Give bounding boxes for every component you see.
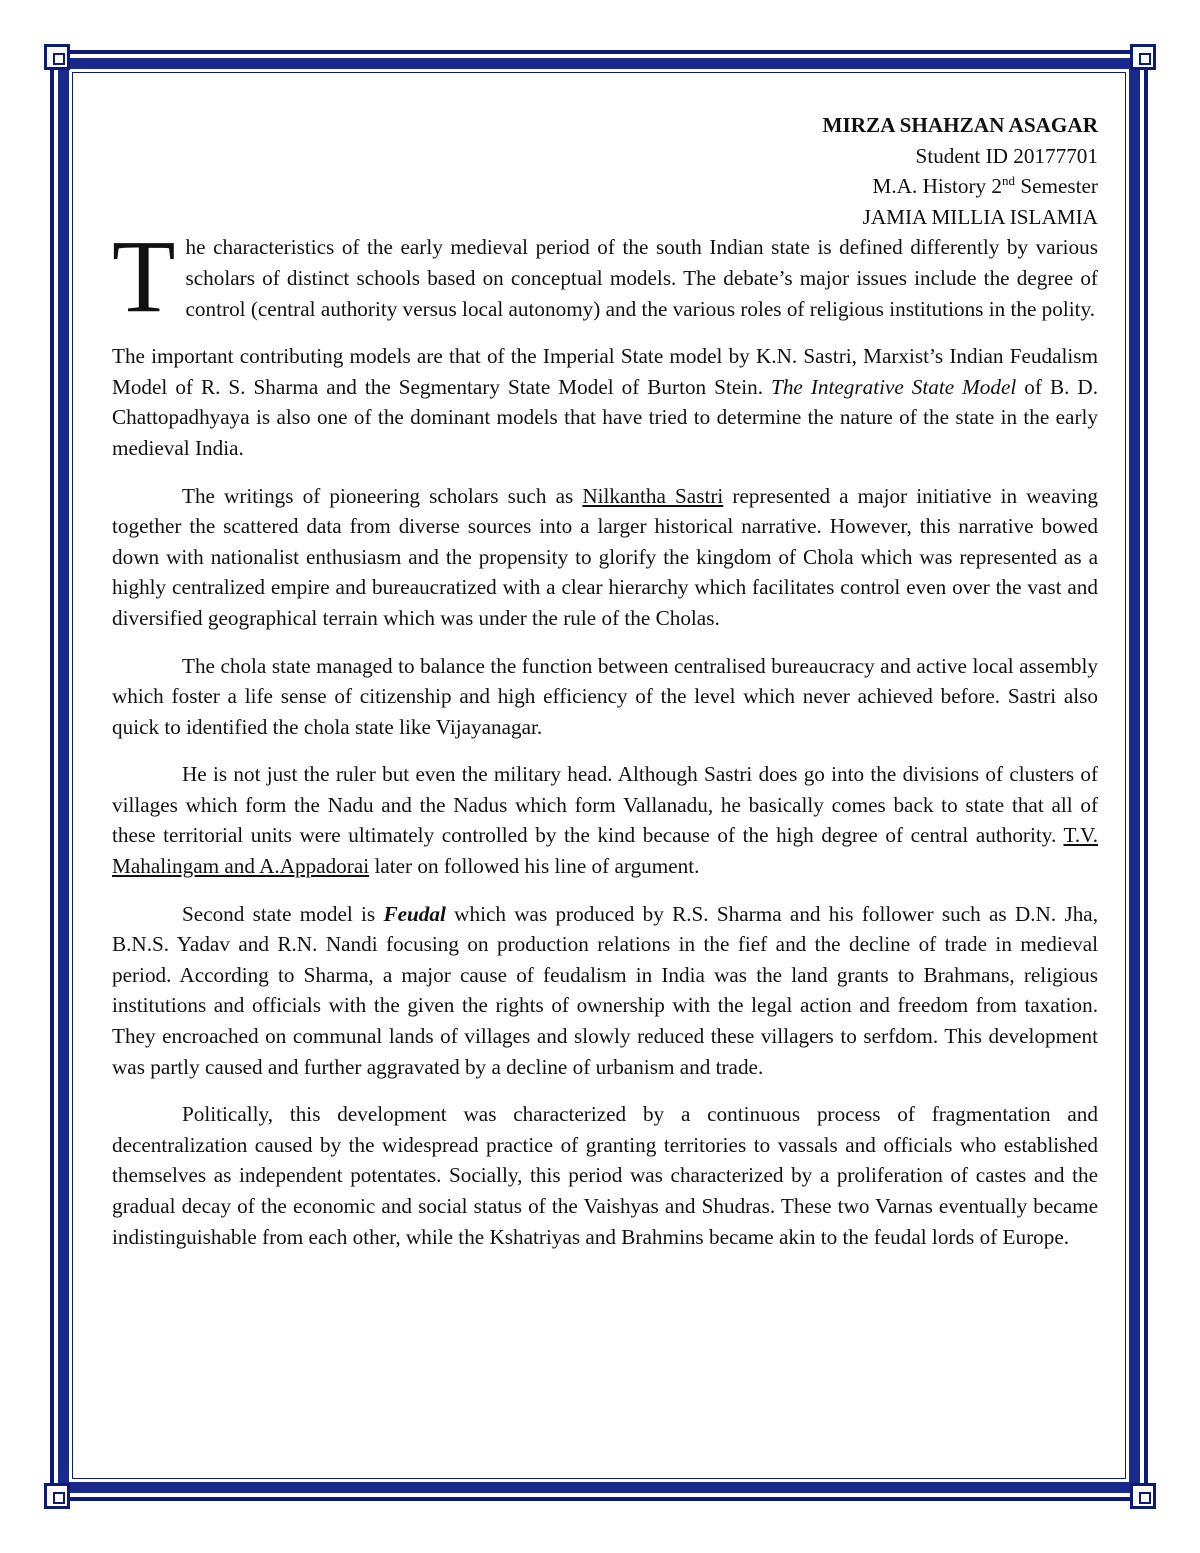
paragraph-sastri-text-end: represented a major initiative in weaving together the scattered data from diverse sources into a larger historical narrative. However, this narrative bowed down with nationalist enthusiasm and the propensity to glorify the kingdom of Chola which was represented as a highly centralized empire and bureaucratized with a clear hierarchy which facilitates control even over the vast and diversified geographical terrain which was under the rule of the Cholas. — [112, 483, 1099, 630]
paragraph-intro-text: he characteristics of the early medieval period of the south Indian state is defined differently by various scholars of distinct schools based on conceptual models. The debate’s major issues include the degree of control (central authority versus local autonomy) and the various roles of religious institutions in the polity. — [185, 235, 1098, 321]
paragraph-feudal — [112, 899, 1098, 1083]
paragraph-ruler — [112, 759, 1098, 881]
paragraph-ruler-text-end: later on followed his line of argument. — [369, 854, 700, 879]
document-body — [112, 110, 1098, 1269]
border-corner-ornament — [44, 1483, 70, 1509]
paragraph-ruler-text: He is not just the ruler but even the military head. Although Sastri does go into the divisions of clusters of villages which form the Nadu and the Nadus which form Vallanadu, he basically comes back to state that all of these territorial units were ultimately controlled by the kind because of the high degree of central authority. — [112, 762, 1098, 848]
nilkantha-sastri-link[interactable]: Nilkantha Sastri — [582, 483, 724, 508]
integrative-model-title: The Integrative State Model — [771, 374, 1017, 399]
border-corner-ornament — [1130, 44, 1156, 70]
feudal-term: Feudal — [383, 901, 446, 926]
paragraph-sastri — [112, 481, 1098, 634]
program-ordinal: nd — [1002, 173, 1016, 189]
paragraph-feudal-text-end: which was produced by R.S. Sharma and his follower such as D.N. Jha, B.N.S. Yadav and R.N. Nandi focusing on production relations in the fief and the decline of trade in medieval period. According to Sharma, a major cause of feudalism in India was the land grants to Brahmans, religious institutions and officials with the given the rights of ownership with the legal action and freedom from taxation. They encroached on communal lands of villages and slowly reduced these villagers to serfdom. This development was partly caused and further aggravated by a decline of urbanism and trade. — [112, 901, 1098, 1079]
drop-cap: T — [112, 219, 176, 335]
border-corner-ornament — [1130, 1483, 1156, 1509]
paragraph-intro — [112, 219, 1098, 335]
program-suffix: Semester — [1015, 174, 1098, 199]
paragraph-chola-state: The chola state managed to balance the function between centralised bureaucracy and active local assembly which foster a life sense of citizenship and high efficiency of the level which never achieved before. Sastri also quick to identified the chola state like Vijayanagar. — [112, 653, 1098, 739]
paragraph-models-text: The important contributing models are that of the Imperial State model by K.N. Sastri, Marxist’s Indian Feudalism Model of R. S. Sharma and the Segmentary State Model of Burton Stein. — [112, 344, 1098, 399]
paragraph-models — [112, 341, 1098, 463]
student-id: Student ID 20177701 — [915, 143, 1098, 168]
paragraph-models-text-end: of B. D. Chattopadhyaya is also one of the dominant models that have tried to determine the nature of the state in the early medieval India. — [112, 374, 1098, 460]
border-corner-ornament — [44, 44, 70, 70]
paragraph-feudal-text: Second state model is — [182, 901, 384, 926]
paragraph-sastri-text: The writings of pioneering scholars such as — [182, 483, 583, 508]
author-name: MIRZA SHAHZAN ASAGAR — [822, 113, 1098, 137]
paragraph-political: Politically, this development was characterized by a continuous process of fragmentation and decentralization caused by the widespread practice of granting territories to vassals and officials who established themselves as independent potentates. Socially, this period was characterized by a proliferation of castes and the gradual decay of the economic and social status of the Vaishyas and Shudras. These two Varnas eventually became indistinguishable from each other, while the Kshatriyas and Brahmins became akin to the feudal lords of Europe. — [112, 1102, 1098, 1249]
university-name: JAMIA MILLIA ISLAMIA — [862, 204, 1098, 229]
program-line — [112, 171, 1098, 202]
mahalingam-appadorai-link[interactable]: T.V. Mahalingam and A.Appadorai — [112, 823, 1098, 879]
program-prefix: M.A. History 2 — [872, 174, 1003, 199]
author-header — [112, 110, 1098, 232]
